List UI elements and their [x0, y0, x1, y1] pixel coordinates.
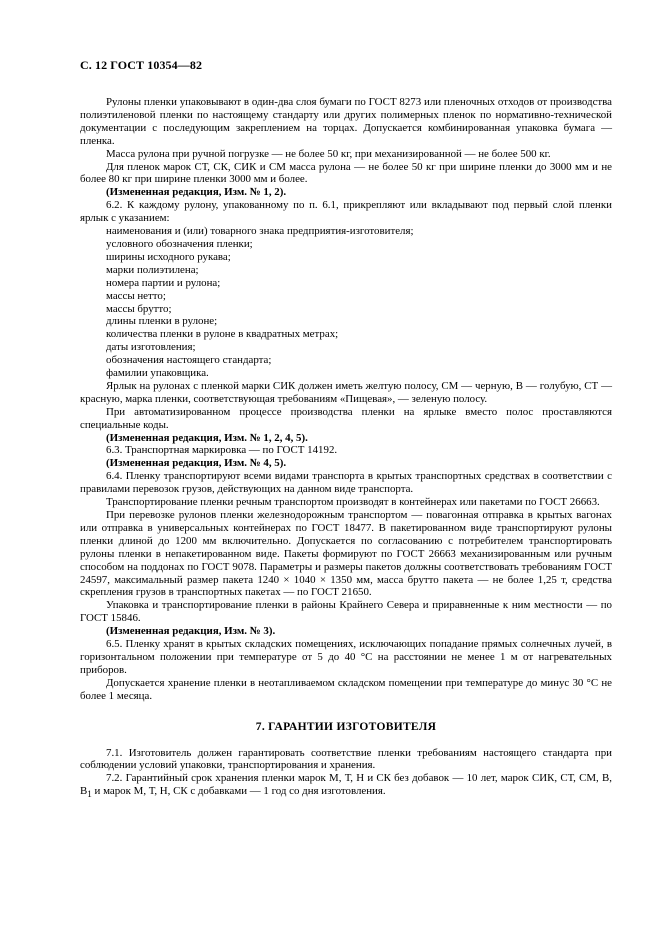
paragraph-auto-production: При автоматизированном процессе производства пленки на ярлыке вместо полос проставляются специальные коды.: [80, 405, 612, 431]
clause-7-2-text-end: и марок М, Т, Н, СК с добавками — 1 год со дня изготовления.: [91, 785, 386, 798]
list-item: фамилии упаковщика.: [106, 367, 209, 380]
amendment-note: (Измененная редакция, Изм. № 1, 2, 4, 5).: [106, 431, 308, 444]
clause-6-4: 6.4. Пленку транспортируют всеми видами транспорта в крытых транспортных средствах в соответствии с правилами перевозок грузов, действующих на данном виде транспорта.: [80, 470, 612, 496]
paragraph-far-north: Упаковка и транспортирование пленки в районы Крайнего Севера и приравненные к ним местности — по ГОСТ 15846.: [80, 599, 612, 625]
list-item: массы нетто;: [106, 289, 166, 302]
paragraph-rail-transport: При перевозке рулонов пленки железнодорожным транспортом — повагонная отправка в крытых вагонах или отправка в универсальных контейнерах по ГОСТ 18477. В пакетированном виде транспортируют рулоны пленки длиной до 1200 мм включительно. Допускается по согласованию с потребителем транспортировать рулоны пленки в непакетированном виде. Пакеты формируют по ГОСТ 26663 механизированным или ручным способом на поддонах по ГОСТ 9078. Параметры и размеры пакетов должны соответствовать требованиям ГОСТ 24597, максимальный размер пакета 1240 × 1040 × 1350 мм, масса брутто пакета — не более 1,25 т, средства скрепления грузов в транспортных пакетах — по ГОСТ 21650.: [80, 509, 612, 599]
paragraph-rolls-packing: Рулоны пленки упаковывают в один-два слоя бумаги по ГОСТ 8273 или пленочных отходов от производства полиэтиленовой пленки по настоящему стандарту или других полимерных пленок по нормативно-технической документации с последующим закреплением на торцах. Допускается комбинированная упаковка бумага — пленка.: [80, 96, 612, 147]
document-body: [80, 96, 612, 801]
subscript-index: 1: [87, 789, 92, 800]
list-item: обозначения настоящего стандарта;: [106, 354, 272, 367]
list-item: наименования и (или) товарного знака предприятия-изготовителя;: [106, 225, 414, 238]
clause-7-1: 7.1. Изготовитель должен гарантировать соответствие пленки требованиям настоящего стандарта при соблюдении условий упаковки, транспортирования и хранения.: [80, 746, 612, 772]
paragraph-film-grades-mass: Для пленок марок СТ, СК, СИК и СМ масса рулона — не более 50 кг при ширине пленки до 3000 мм и не более 80 кг при ширине пленки 3000 мм и более.: [80, 160, 612, 186]
paragraph-unheated-storage: Допускается хранение пленки в неотапливаемом складском помещении при температуре до минус 30 °С не более 1 месяца.: [80, 676, 612, 702]
list-item: номера партии и рулона;: [106, 276, 221, 289]
paragraph-label-stripes: Ярлык на рулонах с пленкой марки СИК должен иметь желтую полосу, СМ — черную, В — голубую, СТ — красную, марка пленки, соответствующая требованиям «Пищевая», — зеленую полосу.: [80, 379, 612, 405]
clause-6-3: 6.3. Транспортная маркировка — по ГОСТ 14192.: [106, 444, 338, 457]
clause-7-2-text: 7.2. Гарантийный срок хранения пленки марок М, Т, Н и СК без добавок — 10 лет, марок СИК, СТ, СМ, В, В: [80, 772, 612, 798]
amendment-note: (Измененная редакция, Изм. № 1, 2).: [106, 186, 287, 199]
paragraph-roll-mass: Масса рулона при ручной погрузке — не более 50 кг, при механизированной — не более 500 кг.: [106, 147, 551, 160]
paragraph-river-transport: Транспортирование пленки речным транспортом производят в контейнерах или пакетами по ГОСТ 26663.: [106, 496, 600, 509]
list-item: количества пленки в рулоне в квадратных метрах;: [106, 328, 339, 341]
clause-6-2: 6.2. К каждому рулону, упакованному по п. 6.1, прикрепляют или вкладывают под первый слой пленки ярлык с указанием:: [80, 199, 612, 225]
page-header: С. 12 ГОСТ 10354—82: [80, 58, 203, 72]
clause-6-5: 6.5. Пленку хранят в крытых складских помещениях, исключающих попадание прямых солнечных лучей, в горизонтальном положении при температуре от 5 до 40 °С на расстоянии не менее 1 м от нагревательных приборов.: [80, 638, 612, 676]
amendment-note: (Измененная редакция, Изм. № 4, 5).: [106, 457, 287, 470]
amendment-note: (Измененная редакция, Изм. № 3).: [106, 625, 276, 638]
list-item: длины пленки в рулоне;: [106, 315, 218, 328]
section-title: 7. ГАРАНТИИ ИЗГОТОВИТЕЛЯ: [255, 720, 437, 733]
list-item: условного обозначения пленки;: [106, 237, 253, 250]
list-item: массы брутто;: [106, 302, 172, 315]
label-items-list: [80, 225, 612, 380]
clause-7-2: [80, 772, 612, 801]
list-item: марки полиэтилена;: [106, 263, 199, 276]
list-item: даты изготовления;: [106, 341, 196, 354]
list-item: ширины исходного рукава;: [106, 250, 231, 263]
